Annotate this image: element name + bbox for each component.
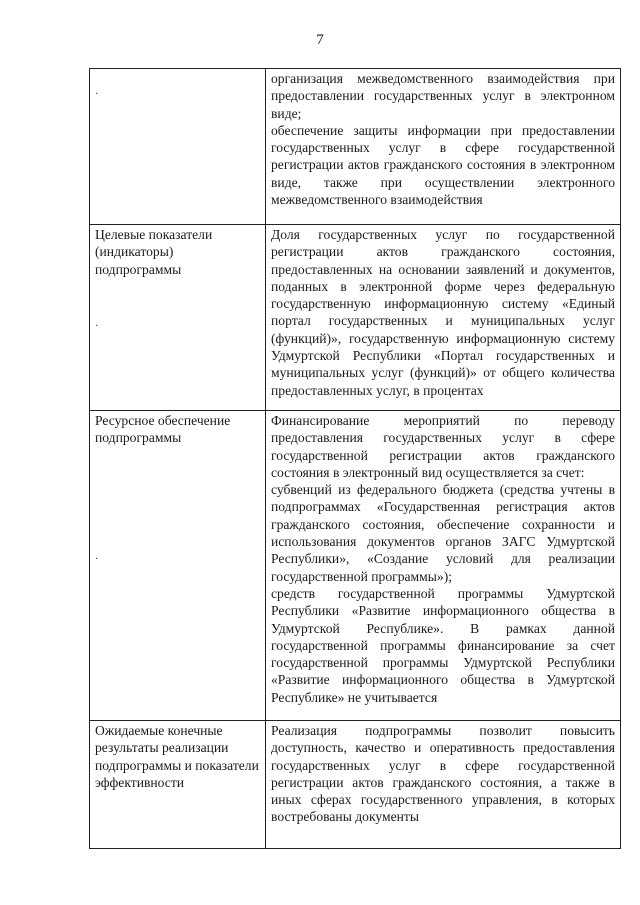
page-number: 7	[316, 32, 324, 48]
content-paragraph: средств государственной программы Удмуртской Республики «Развитие информационного общества в Удмуртской Республике». В рамках данной государственной программы финансирование за счет государственной программы Удмуртской Республики «Развитие информационного общества в Удмуртской Республике» не учитывается	[271, 585, 615, 705]
margin-dot-mark: ·	[95, 89, 99, 100]
row-label: Целевые показатели (индикаторы) подпрограммы	[90, 225, 266, 411]
row-label: Ожидаемые конечные результаты реализации подпрограммы и показатели эффективности	[90, 721, 266, 849]
content-paragraph: организация межведомственного взаимодействия при предоставлении государственных услуг в электронном виде;	[271, 71, 615, 121]
row-label	[90, 69, 266, 225]
table-row	[90, 69, 621, 225]
content-paragraph: Реализация подпрограммы позволит повысить доступность, качество и оперативность предоставления государственных услуг в сфере государственной регистрации актов гражданского состояния, а также в иных сферах государственного управления, в которых востребованы документы	[271, 723, 615, 825]
content-paragraph: Финансирование мероприятий по переводу предоставления государственных услуг в сфере государственной регистрации актов гражданского состояния в электронный вид осуществляется за счет:	[271, 413, 615, 480]
row-content	[266, 411, 621, 721]
content-paragraph: Доля государственных услуг по государственной регистрации актов гражданского состояния, предоставленных на основании заявлений и документов, поданных в электронной форме через федеральную государственную информационную систему «Единый портал государственных и муниципальных услуг (функций)», государственную информационную систему Удмуртской Республики «Портал государственных и муниципальных услуг (функций)» от общего количества предоставленных услуг, в процентах	[271, 227, 615, 398]
content-paragraph: обеспечение защиты информации при предоставлении государственных услуг в сфере государственной регистрации актов гражданского состояния в электронном виде, также при осуществлении электронного межведомственного взаимодействия	[271, 122, 615, 208]
margin-dot-mark: ·	[95, 554, 99, 565]
table-row	[90, 411, 621, 721]
subprogram-passport-table	[89, 68, 621, 849]
content-paragraph: субвенций из федерального бюджета (средства учтены в подпрограммах «Государственная регистрация актов гражданского состояния, обеспечение сохранности и использования документов органов ЗАГС Удмуртской Республики», «Создание условий для реализации государственной программы»);	[271, 482, 615, 584]
row-content	[266, 721, 621, 849]
row-content	[266, 225, 621, 411]
table-row	[90, 721, 621, 849]
table-row	[90, 225, 621, 411]
row-content	[266, 69, 621, 225]
margin-dot-mark: ·	[95, 321, 99, 332]
row-label: Ресурсное обеспечение подпрограммы	[90, 411, 266, 721]
